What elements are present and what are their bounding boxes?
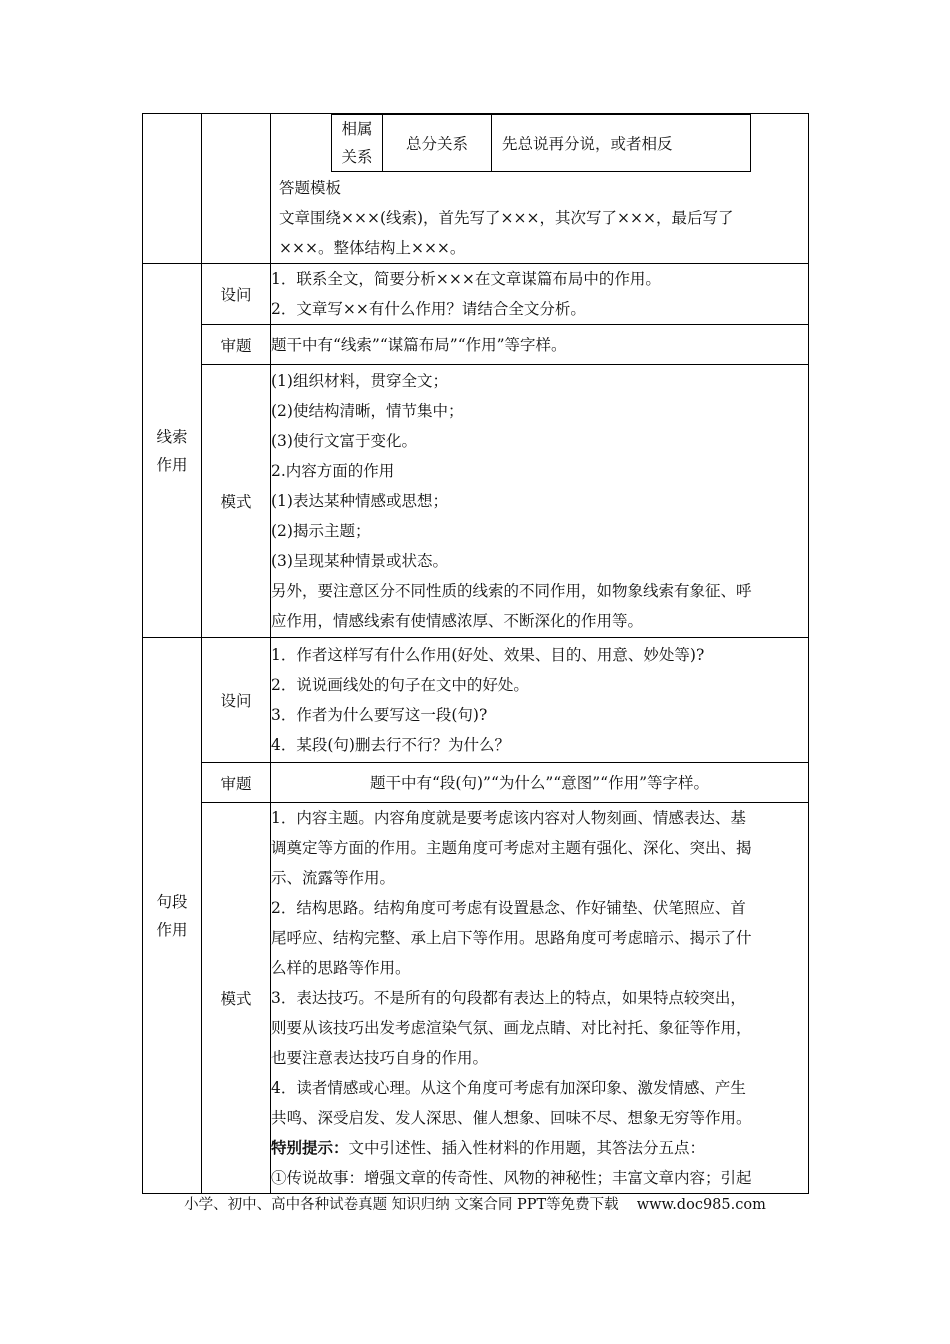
question-label: 设问 (202, 264, 271, 325)
category-line: 作用 (156, 920, 188, 939)
pattern-line: 2．结构思路。结构角度可考虑有设置悬念、作好铺垫、伏笔照应、首 (271, 899, 746, 917)
pattern-line: 也要注意表达技巧自身的作用。 (271, 1049, 489, 1067)
sentence-questions-cell (271, 638, 809, 763)
question-item: 2．文章写××有什么作用？请结合全文分析。 (271, 300, 586, 318)
clue-question-row (143, 264, 809, 325)
sentence-question-row (143, 638, 809, 763)
empty-label-cell (202, 114, 271, 264)
relation-name-cell: 总分关系 (383, 115, 492, 172)
clue-pattern-cell (271, 365, 809, 638)
pattern-line: (1)表达某种情感或思想； (271, 492, 448, 510)
pattern-line: (3)呈现某种情景或状态。 (271, 552, 448, 570)
sentence-category-cell (143, 638, 202, 1194)
sentence-review-text: 题干中有“段(句)”“为什么”“意图”“作用”等字样。 (271, 763, 809, 803)
empty-category-cell (143, 114, 202, 264)
category-line: 作用 (156, 455, 188, 474)
pattern-line: 4．读者情感或心理。从这个角度可考虑有加深印象、激发情感、产生 (271, 1079, 746, 1097)
pattern-line: 共鸣、深受启发、发人深思、催人想象、回味不尽、想象无穷等作用。 (271, 1109, 752, 1127)
question-label: 设问 (202, 638, 271, 763)
clue-questions-cell (271, 264, 809, 325)
category-line: 句段 (156, 892, 188, 911)
footer-text: 小学、初中、高中各种试卷真题 知识归纳 文案合同 PPT等免费下载 (184, 1197, 619, 1213)
pattern-line: 2.内容方面的作用 (271, 462, 395, 480)
question-item: 4．某段(句)删去行不行？为什么？ (271, 736, 510, 754)
pattern-line: 尾呼应、结构完整、承上启下等作用。思路角度可考虑暗示、揭示了什 (271, 929, 752, 947)
clue-review-text: 题干中有“线索”“谋篇布局”“作用”等字样。 (271, 325, 809, 365)
pattern-line: (2)揭示主题； (271, 522, 371, 540)
sentence-pattern-row (143, 803, 809, 1194)
document-sheet (142, 113, 808, 1194)
template-line: ×××。整体结构上×××。 (279, 239, 466, 257)
pattern-line: 3．表达技巧。不是所有的句段都有表达上的特点，如果特点较突出， (271, 989, 746, 1007)
question-item: 1．联系全文，简要分析×××在文章谋篇布局中的作用。 (271, 270, 661, 288)
review-label: 审题 (202, 325, 271, 365)
question-item: 3．作者为什么要写这一段(句)? (271, 706, 488, 724)
pattern-line: 么样的思路等作用。 (271, 959, 411, 977)
review-label: 审题 (202, 763, 271, 803)
category-line: 线索 (156, 427, 188, 446)
relation-type-cell (332, 115, 383, 172)
relation-type-line: 关系 (341, 148, 373, 166)
pattern-label: 模式 (202, 365, 271, 638)
clue-pattern-row (143, 365, 809, 638)
structure-template-row (143, 114, 809, 264)
question-item: 1．作者这样写有什么作用(好处、效果、目的、用意、妙处等)? (271, 646, 705, 664)
pattern-line: 调奠定等方面的作用。主题角度可考虑对主题有强化、深化、突出、揭 (271, 839, 752, 857)
special-tip-text: 文中引述性、插入性材料的作用题，其答法分五点： (348, 1139, 706, 1157)
pattern-line: 应作用，情感线索有使情感浓厚、不断深化的作用等。 (271, 612, 644, 630)
footer-site-link[interactable]: www.doc985.com (636, 1197, 766, 1213)
sentence-pattern-cell (271, 803, 809, 1194)
question-item: 2．说说画线处的句子在文中的好处。 (271, 676, 529, 694)
special-tip-line (271, 1133, 808, 1163)
pattern-line: (1)组织材料，贯穿全文； (271, 372, 448, 390)
answer-guide-table (142, 113, 809, 1194)
sentence-review-row (143, 763, 809, 803)
clue-review-row (143, 325, 809, 365)
pattern-line: 1．内容主题。内容角度就是要考虑该内容对人物刻画、情感表达、基 (271, 809, 746, 827)
template-line: 文章围绕×××(线索)，首先写了×××，其次写了×××，最后写了 (279, 209, 734, 227)
relation-description-cell: 先总说再分说，或者相反 (492, 115, 751, 172)
page-footer (0, 1193, 950, 1214)
pattern-label: 模式 (202, 803, 271, 1194)
pattern-line: 另外，要注意区分不同性质的线索的不同作用，如物象线索有象征、呼 (271, 582, 752, 600)
pattern-line: (2)使结构清晰，情节集中； (271, 402, 464, 420)
clue-category-cell (143, 264, 202, 638)
pattern-line: 示、流露等作用。 (271, 869, 396, 887)
relation-type-line: 相属 (341, 120, 373, 138)
pattern-line: (3)使行文富于变化。 (271, 432, 417, 450)
pattern-line: 则要从该技巧出发考虑渲染气氛、画龙点睛、对比衬托、象征等作用， (271, 1019, 752, 1037)
template-cell (271, 114, 809, 264)
special-tip-label: 特别提示： (271, 1138, 349, 1157)
pattern-line: ①传说故事：增强文章的传奇性、风物的神秘性；丰富文章内容；引起 (271, 1169, 752, 1187)
relation-table (331, 114, 751, 172)
template-title: 答题模板 (279, 179, 342, 197)
